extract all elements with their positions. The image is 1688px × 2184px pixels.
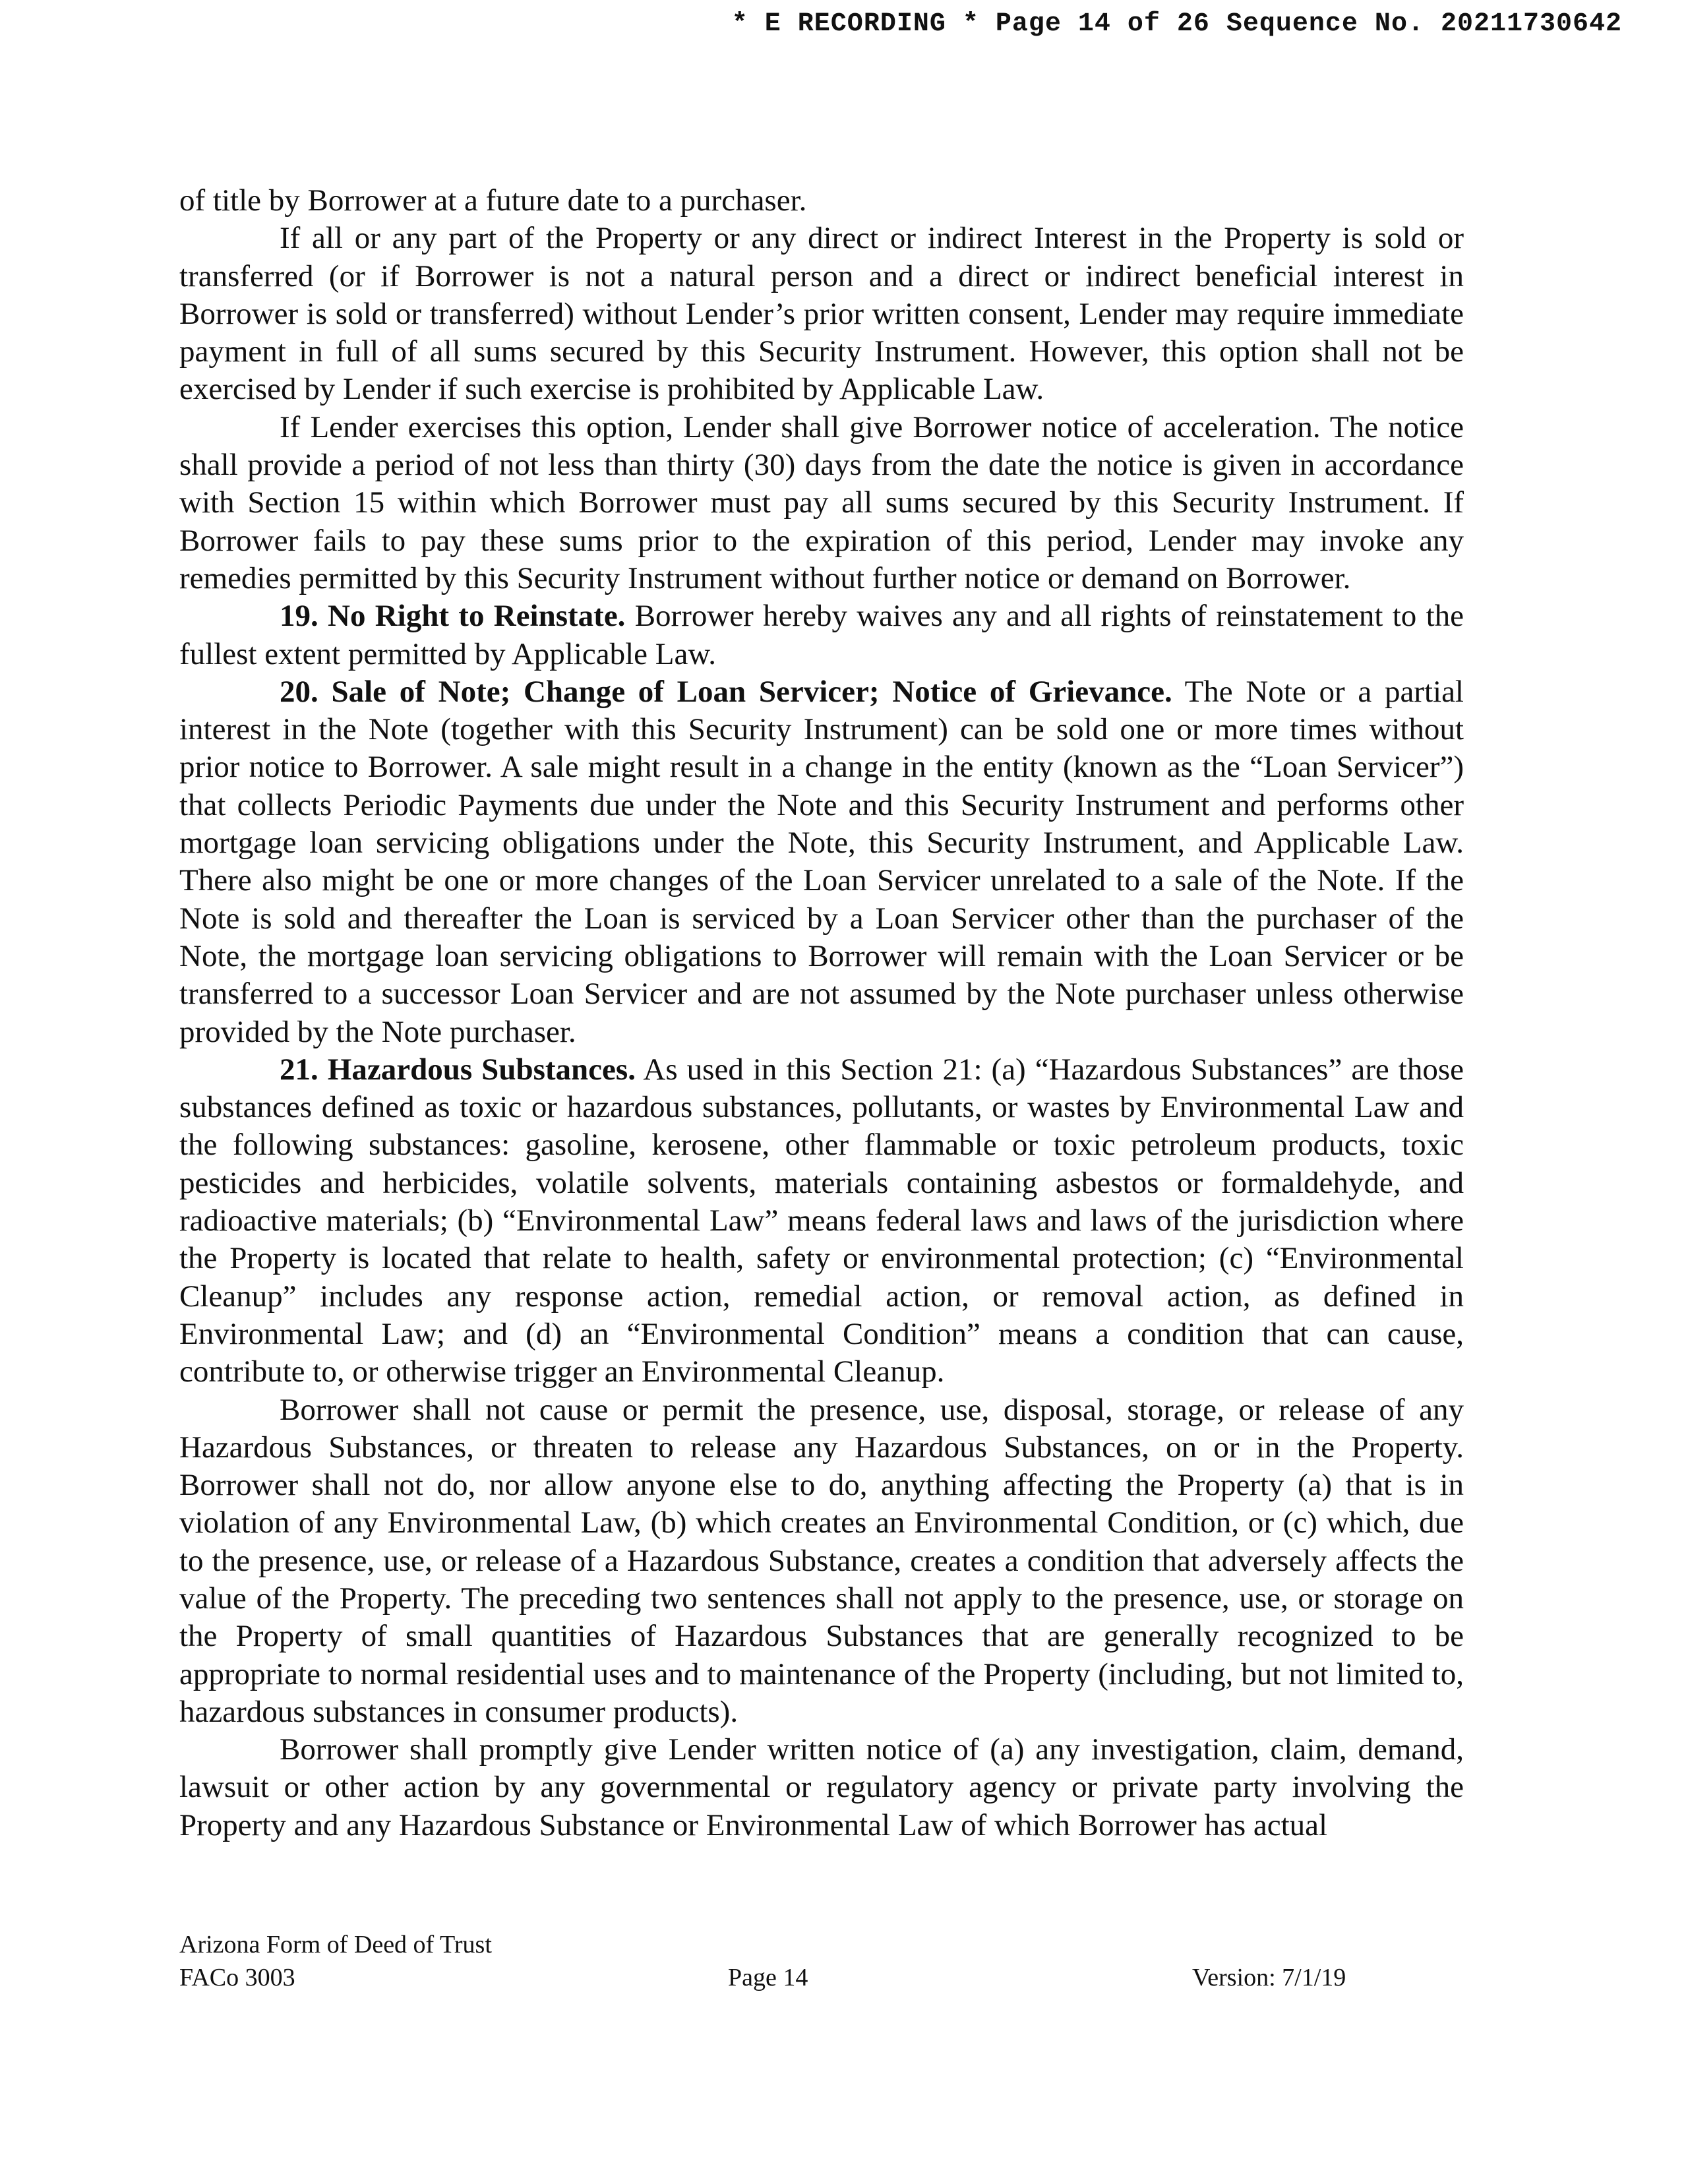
footer-form-name: Arizona Form of Deed of Trust — [179, 1931, 492, 1958]
section-21-text: As used in this Section 21: (a) “Hazardous Substances” are those substances defined as toxic or hazardous substances, pollutants, or wastes by Environmental Law and the following substances: gasoline, kerosene, other flammable or toxic petroleum products, toxic pesticides and herbicides, volatile solvents, materials containing asbestos or formaldehyde, and radioactive materials; (b) “Environmental Law” means federal laws and laws of the jurisdiction where the Property is located that relate to health, safety or environmental protection; (c) “Environmental Cleanup” includes any response action, remedial action, or removal action, as defined in Environmental Law; and (d) an “Environmental Condition” means a condition that can cause, contribute to, or otherwise trigger an Environmental Cleanup. — [179, 1052, 1464, 1389]
section-19 — [179, 597, 1464, 673]
document-body — [179, 182, 1464, 1844]
recording-stamp: * E RECORDING * Page 14 of 26 Sequence No. 20211730642 — [731, 9, 1622, 39]
section-20-text: The Note or a partial interest in the Note (together with this Security Instrument) can be sold one or more times without prior notice to Borrower. A sale might result in a change in the entity (known as the “Loan Servicer”) that collects Periodic Payments due under the Note and this Security Instrument and performs other mortgage loan servicing obligations under the Note, this Security Instrument, and Applicable Law. There also might be one or more changes of the Loan Servicer unrelated to a sale of the Note. If the Note is sold and thereafter the Loan is serviced by a Loan Servicer other than the purchaser of the Note, the mortgage loan servicing obligations to Borrower will remain with the Loan Servicer or be transferred to a successor Loan Servicer and are not assumed by the Note purchaser unless otherwise provided by the Note purchaser. — [179, 674, 1464, 1049]
footer-form-info — [179, 1928, 492, 1994]
paragraph-hazardous-prohibition: Borrower shall not cause or permit the presence, use, disposal, storage, or release of any Hazardous Substances, or threaten to release any Hazardous Substances, on or in the Property. Borrower shall not do, nor allow anyone else to do, anything affecting the Property (a) that is in violation of any Environmental Law, (b) which creates an Environmental Condition, or (c) which, due to the presence, use, or release of a Hazardous Substance, creates a condition that adversely affects the value of the Property. The preceding two sentences shall not apply to the presence, use, or storage on the Property of small quantities of Hazardous Substances that are generally recognized to be appropriate to normal residential uses and to maintenance of the Property (including, but not limited to, hazardous substances in consumer products). — [179, 1392, 1464, 1729]
paragraph-transfer: If all or any part of the Property or any direct or indirect Interest in the Property is sold or transferred (or if Borrower is not a natural person and a direct or indirect beneficial interest in Borrower is sold or transferred) without Lender’s prior written consent, Lender may require immediate payment in full of all sums secured by this Security Instrument. However, this option shall not be exercised by Lender if such exercise is prohibited by Applicable Law. — [179, 221, 1464, 407]
section-20 — [179, 673, 1464, 1051]
paragraph-notice-obligation: Borrower shall promptly give Lender written notice of (a) any investigation, claim, demand, lawsuit or other action by any governmental or regulatory agency or private party involving the Property and any Hazardous Substance or Environmental Law of which Borrower has actual — [179, 1732, 1464, 1842]
section-21 — [179, 1051, 1464, 1391]
footer-page-number: Page 14 — [728, 1964, 808, 1991]
section-19-heading: 19. No Right to Reinstate. — [280, 599, 626, 634]
footer-form-code: FACo 3003 — [179, 1964, 295, 1991]
section-21-heading: 21. Hazardous Substances. — [280, 1052, 636, 1087]
section-20-heading: 20. Sale of Note; Change of Loan Servicer; Notice of Grievance. — [280, 674, 1172, 709]
paragraph-acceleration: If Lender exercises this option, Lender shall give Borrower notice of acceleration. The notice shall provide a period of not less than thirty (30) days from the date the notice is given in accordance with Section 15 within which Borrower must pay all sums secured by this Security Instrument. If Borrower fails to pay these sums prior to the expiration of this period, Lender may invoke any remedies permitted by this Security Instrument without further notice or demand on Borrower. — [179, 410, 1464, 595]
footer-version: Version: 7/1/19 — [1192, 1964, 1346, 1991]
section-19-text: Borrower hereby waives any and all rights of reinstatement to the fullest extent permitted by Applicable Law. — [179, 599, 1464, 671]
paragraph-continuation: of title by Borrower at a future date to a purchaser. — [179, 183, 807, 218]
